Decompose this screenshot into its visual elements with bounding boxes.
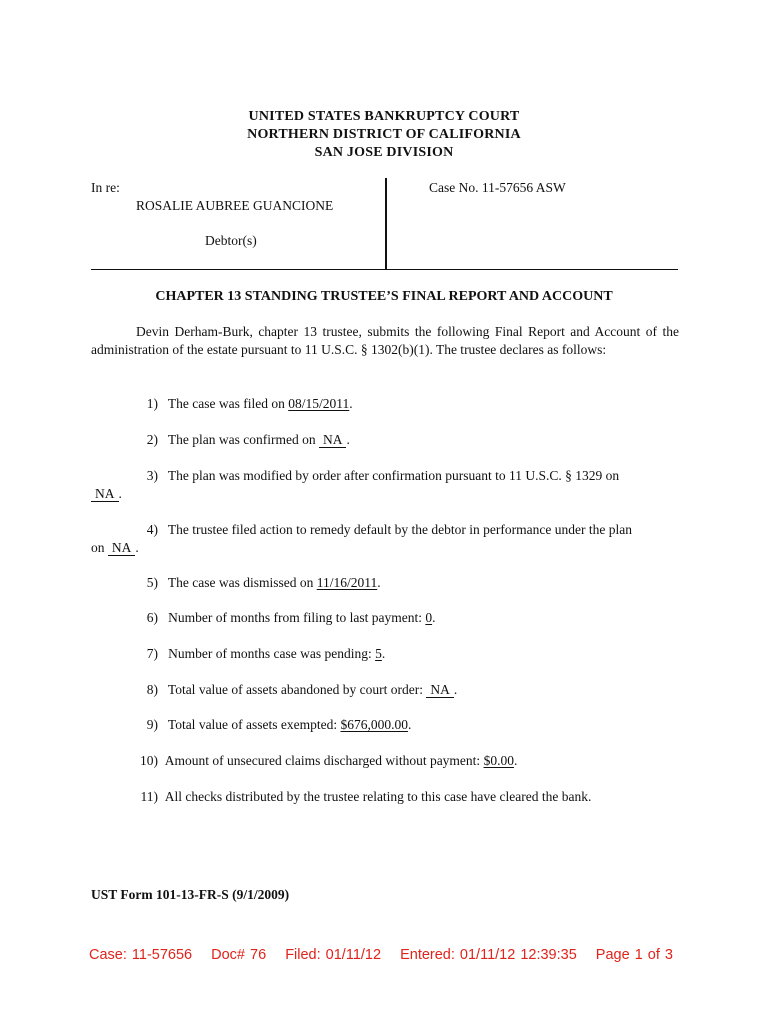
list-item bbox=[91, 521, 681, 539]
item-value: $0.00 bbox=[483, 753, 514, 768]
item-value: 11/16/2011 bbox=[316, 575, 378, 590]
form-identifier: UST Form 101-13-FR-S (9/1/2009) bbox=[91, 887, 290, 902]
item-text: The plan was confirmed on bbox=[167, 432, 319, 447]
item-number: 5) bbox=[146, 575, 158, 590]
list-item bbox=[91, 574, 681, 592]
item-number: 11) bbox=[140, 789, 158, 804]
case-caption bbox=[91, 178, 678, 270]
court-header bbox=[0, 108, 768, 162]
item-punct: . bbox=[346, 432, 350, 447]
item-punct: . bbox=[432, 610, 436, 625]
list-item bbox=[91, 788, 681, 806]
item-text: Total value of assets abandoned by court order: bbox=[167, 682, 427, 697]
item-number: 3) bbox=[146, 468, 158, 483]
in-re-label: In re: bbox=[91, 180, 120, 195]
item-number: 4) bbox=[146, 522, 158, 537]
item-number: 1) bbox=[146, 396, 158, 411]
list-item bbox=[91, 645, 681, 663]
court-name: UNITED STATES BANKRUPTCY COURT bbox=[248, 109, 520, 124]
list-item bbox=[91, 609, 681, 627]
item-text: The trustee filed action to remedy default by the debtor in performance under the plan bbox=[167, 522, 632, 537]
item-punct: . bbox=[349, 396, 353, 411]
item-value: 5 bbox=[375, 646, 382, 661]
list-item bbox=[91, 395, 681, 413]
item-lead-text: on bbox=[91, 540, 108, 555]
item-punct: . bbox=[377, 575, 381, 590]
item-text: Amount of unsecured claims discharged without payment: bbox=[164, 753, 484, 768]
item-text: Total value of assets exempted: bbox=[167, 717, 341, 732]
stamp-filed: Filed: 01/11/12 bbox=[285, 947, 382, 963]
list-item bbox=[91, 681, 681, 699]
item-text: The plan was modified by order after confirmation pursuant to 11 U.S.C. § 1329 on bbox=[167, 468, 620, 483]
filing-stamp bbox=[89, 947, 673, 963]
item-text: All checks distributed by the trustee relating to this case have cleared the bank. bbox=[164, 789, 592, 804]
item-number: 7) bbox=[146, 646, 158, 661]
report-title: CHAPTER 13 STANDING TRUSTEE’S FINAL REPORT AND ACCOUNT bbox=[155, 289, 613, 304]
item-value: 08/15/2011 bbox=[288, 396, 350, 411]
item-number: 10) bbox=[140, 753, 158, 768]
item-punct: . bbox=[408, 717, 412, 732]
list-item bbox=[91, 716, 681, 734]
list-item bbox=[91, 752, 681, 770]
stamp-case: Case: 11-57656 bbox=[89, 947, 193, 963]
item-punct: . bbox=[381, 646, 386, 661]
debtor-name: ROSALIE AUBREE GUANCIONE bbox=[136, 198, 334, 213]
item-value: NA bbox=[108, 540, 136, 556]
caption-horizontal-rule bbox=[91, 269, 678, 270]
item-value: NA bbox=[91, 486, 119, 502]
stamp-page: Page 1 of 3 bbox=[595, 947, 673, 963]
list-item bbox=[91, 467, 681, 485]
item-text: The case was dismissed on bbox=[167, 575, 317, 590]
debtor-role-label: Debtor(s) bbox=[205, 233, 257, 248]
stamp-entered: Entered: 01/11/12 12:39:35 bbox=[400, 947, 577, 963]
list-item-continuation bbox=[91, 485, 681, 503]
item-value: $676,000.00 bbox=[340, 717, 409, 732]
list-item-continuation bbox=[91, 539, 681, 557]
item-number: 6) bbox=[146, 610, 158, 625]
division-name: SAN JOSE DIVISION bbox=[314, 145, 454, 160]
item-value: NA bbox=[319, 432, 347, 448]
district-name: NORTHERN DISTRICT OF CALIFORNIA bbox=[247, 127, 521, 142]
item-text: The case was filed on bbox=[167, 396, 289, 411]
item-value: NA bbox=[426, 682, 454, 698]
caption-party-block bbox=[91, 178, 385, 270]
item-punct: . bbox=[513, 753, 518, 768]
stamp-doc: Doc# 76 bbox=[211, 947, 267, 963]
item-punct: . bbox=[453, 682, 458, 697]
case-number: Case No. 11-57656 ASW bbox=[429, 180, 566, 195]
item-number: 8) bbox=[146, 682, 158, 697]
item-number: 2) bbox=[146, 432, 158, 447]
list-item bbox=[91, 431, 681, 449]
item-punct: . bbox=[135, 540, 139, 555]
item-text: Number of months from filing to last payment: bbox=[168, 610, 426, 625]
intro-paragraph: Devin Derham-Burk, chapter 13 trustee, submits the following Final Report and Account of the administration of the estate pursuant to 11 U.S.C. § 1302(b)(1). The trustee declares as follows: bbox=[91, 324, 679, 357]
item-value: 0 bbox=[425, 610, 433, 625]
item-number: 9) bbox=[146, 717, 158, 732]
item-punct: . bbox=[118, 486, 122, 501]
item-text: Number of months case was pending: bbox=[168, 646, 376, 661]
caption-vertical-rule bbox=[385, 178, 387, 270]
